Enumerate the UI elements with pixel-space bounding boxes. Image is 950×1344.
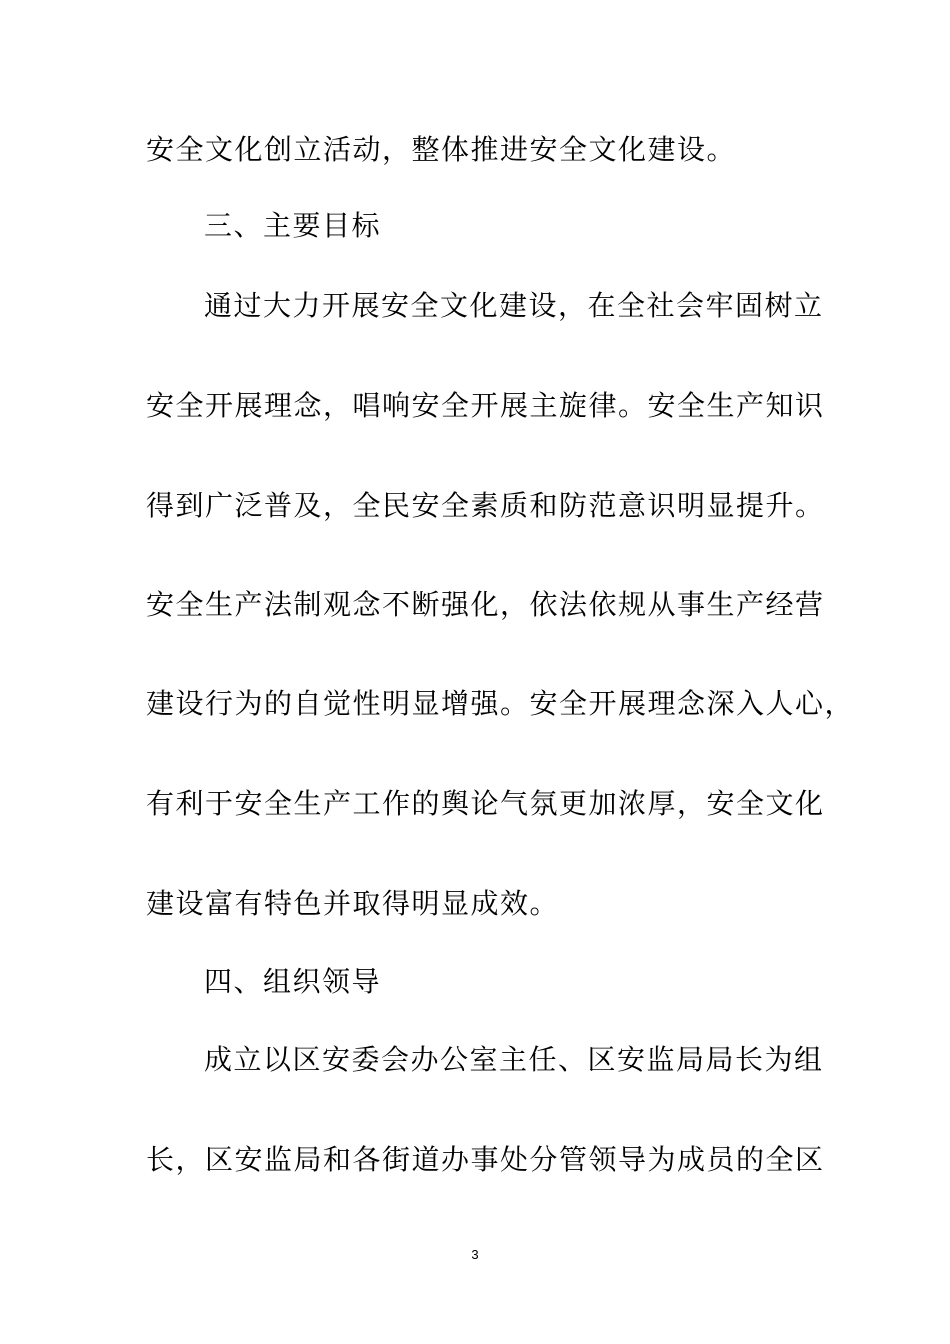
body-text-line: 通过大力开展安全文化建设，在全社会牢固树立 [204, 289, 824, 322]
body-text-line: 建设行为的自觉性明显增强。安全开展理念深入人心， [146, 687, 855, 720]
body-text-line: 安全文化创立活动，整体推进安全文化建设。 [146, 133, 737, 166]
section-heading: 四、组织领导 [204, 965, 382, 998]
body-text-line: 安全开展理念，唱响安全开展主旋律。安全生产知识 [146, 389, 825, 422]
body-text-line: 有利于安全生产工作的舆论气氛更加浓厚，安全文化 [146, 787, 825, 820]
body-text-line: 成立以区安委会办公室主任、区安监局局长为组 [204, 1043, 824, 1076]
body-text-line: 建设富有特色并取得明显成效。 [146, 887, 560, 920]
body-text-line: 安全生产法制观念不断强化，依法依规从事生产经营 [146, 588, 825, 621]
body-text-line: 长，区安监局和各街道办事处分管领导为成员的全区 [146, 1143, 825, 1176]
page-number: 3 [471, 1247, 479, 1262]
body-text-line: 得到广泛普及，全民安全素质和防范意识明显提升。 [146, 489, 825, 522]
section-heading: 三、主要目标 [204, 209, 382, 242]
